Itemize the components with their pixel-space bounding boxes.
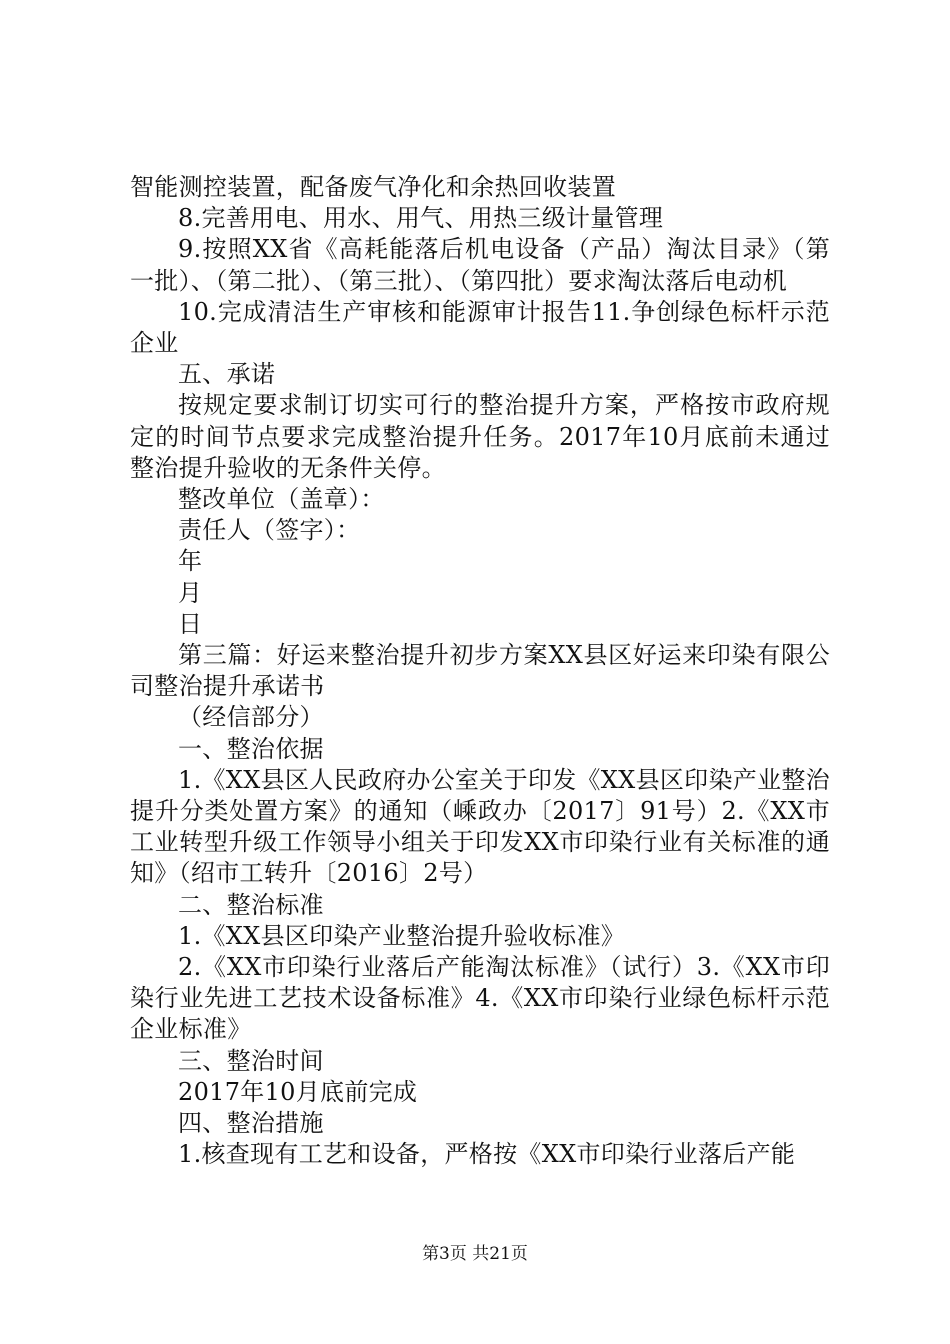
paragraph: 9.按照XX省《高耗能落后机电设备（产品）淘汰目录》（第一批）、（第二批）、（第三批）、（第四批）要求淘汰落后电动机 (130, 235, 830, 295)
paragraph: 五、承诺 (178, 360, 276, 389)
paragraph: 年 (178, 547, 203, 576)
paragraph: 10.完成清洁生产审核和能源审计报告11.争创绿色标杆示范企业 (130, 297, 830, 358)
paragraph: 1.《XX县区印染产业整治提升验收标准》 (178, 921, 626, 950)
paragraph: 整改单位（盖章）： (178, 485, 385, 514)
paragraph: 2017年10月底前完成 (178, 1077, 418, 1106)
paragraph: 二、整治标准 (178, 890, 324, 919)
paragraph: 三、整治时间 (178, 1046, 324, 1075)
paragraph: 一、整治依据 (178, 734, 324, 763)
paragraph: 8.完善用电、用水、用气、用热三级计量管理 (178, 204, 664, 233)
paragraph: 四、整治措施 (178, 1109, 324, 1138)
paragraph: 日 (178, 609, 203, 638)
paragraph: 责任人（签字）： (178, 516, 361, 545)
paragraph: 月 (178, 578, 203, 607)
paragraph: 第三篇：好运来整治提升初步方案XX县区好运来印染有限公司整治提升承诺书 (130, 641, 830, 701)
paragraph: 1.核查现有工艺和设备，严格按《XX市印染行业落后产能 (178, 1140, 796, 1169)
paragraph: 2.《XX市印染行业落后产能淘汰标准》（试行）3.《XX市印染行业先进工艺技术设备标准》4.《XX市印染行业绿色标杆示范企业标准》 (130, 953, 830, 1044)
paragraph: 按规定要求制订切实可行的整治提升方案，严格按市政府规定的时间节点要求完成整治提升任务。2017年10月底前未通过整治提升验收的无条件关停。 (130, 391, 830, 482)
page-footer: 第3页 共21页 (422, 1244, 528, 1264)
document-body (130, 172, 830, 1171)
paragraph: （经信部分） (178, 703, 324, 732)
paragraph: 智能测控装置，配备废气净化和余热回收装置 (130, 173, 616, 201)
paragraph: 1.《XX县区人民政府办公室关于印发《XX县区印染产业整治提升分类处置方案》的通知（嵊政办〔2017〕91号）2.《XX市工业转型升级工作领导小组关于印发XX市印染行业有关标准的通知》（绍市工转升〔2016〕2号） (130, 765, 830, 888)
